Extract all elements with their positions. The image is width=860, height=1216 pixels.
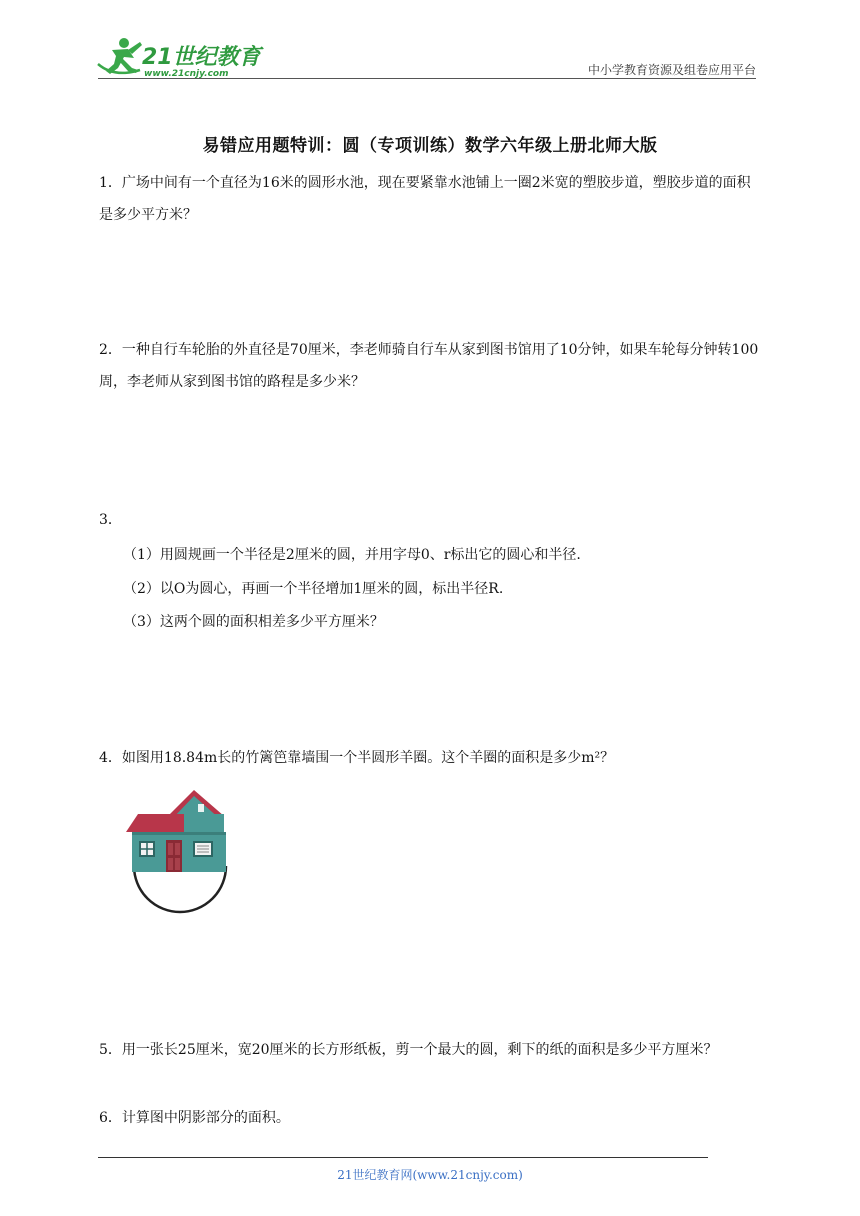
footer-divider bbox=[98, 1157, 708, 1158]
semicircle-fence bbox=[134, 866, 226, 912]
header-platform-text: 中小学教育资源及组卷应用平台 bbox=[587, 63, 756, 77]
site-logo bbox=[94, 34, 264, 80]
logo-url: www.21cnjy.com bbox=[144, 69, 229, 79]
question-3-part-3: （3）这两个圆的面积相差多少平方厘米？ bbox=[123, 614, 384, 630]
question-3-part-1: （1）用圆规画一个半径是2厘米的圆，并用字母0、r标出它的圆心和半径. bbox=[123, 547, 581, 563]
page-title: 易错应用题特训：圆（专项训练）数学六年级上册北师大版 bbox=[202, 136, 658, 156]
logo-text: 21世纪教育 bbox=[142, 45, 261, 70]
question-5: 5．用一张长25厘米，宽20厘米的长方形纸板，剪一个最大的圆，剩下的纸的面积是多少平方厘米？ bbox=[99, 1042, 718, 1058]
house-pen-figure bbox=[124, 788, 236, 916]
house-roof-left bbox=[126, 814, 186, 832]
runner-icon bbox=[98, 38, 142, 74]
header-divider bbox=[98, 78, 756, 79]
question-3: 3． bbox=[99, 512, 122, 528]
question-2: 2．一种自行车轮胎的外直径是70厘米，李老师骑自行车从家到图书馆用了10分钟，如果车轮每分钟转100周，李老师从家到图书馆的路程是多少米？ bbox=[99, 342, 759, 390]
question-4: 4．如图用18.84m长的竹篱笆靠墙围一个半圆形羊圈。这个羊圈的面积是多少m²？ bbox=[99, 750, 615, 766]
question-3-part-2: （2）以O为圆心，再画一个半径增加1厘米的圆，标出半径R. bbox=[123, 581, 504, 597]
question-6: 6．计算图中阴影部分的面积。 bbox=[99, 1110, 290, 1126]
question-1: 1．广场中间有一个直径为16米的圆形水池，现在要紧靠水池铺上一圈2米宽的塑胶步道，塑胶步道的面积是多少平方米？ bbox=[99, 175, 751, 223]
footer-text: 21世纪教育网(www.21cnjy.com) bbox=[337, 1168, 523, 1182]
